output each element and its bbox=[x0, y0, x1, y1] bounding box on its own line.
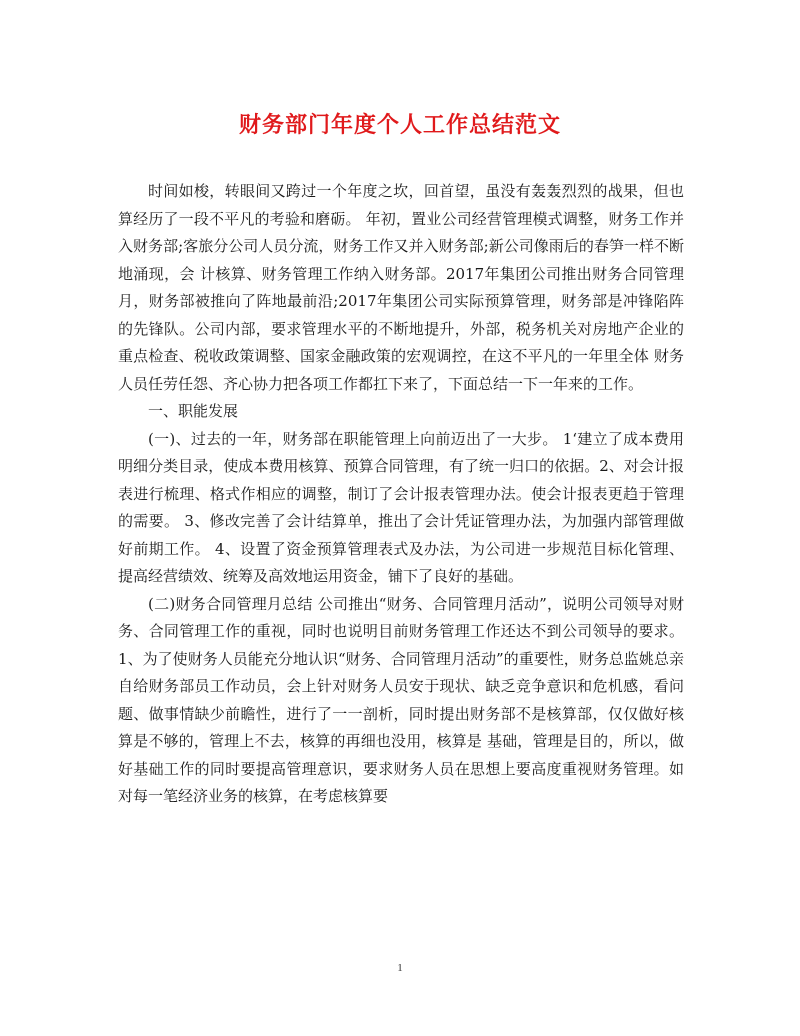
paragraph-section-1: (一)、过去的一年，财务部在职能管理上向前迈出了一大步。 1‘建立了成本费用明细分类目录，使成本费用核算、预算合同管理，有了统一归口的依据。2、对会计报表进行梳理、格式作相应的调整，制订了会计报表管理办法。使会计报表更趋于管理的需要。 3、修改完善了会计结算单，推出了会计凭证管理办法，为加强内部管理做好前期工作。 4、设置了资金预算管理表式及办法，为公司进一步规范目标化管理、提高经营绩效、统筹及高效地运用资金，铺下了良好的基础。 bbox=[118, 429, 684, 585]
page-number: 1 bbox=[397, 962, 403, 974]
paragraph-section-2: (二)财务合同管理月总结 公司推出“财务、合同管理月活动”，说明公司领导对财务、合同管理工作的重视，同时也说明目前财务管理工作还达不到公司领导的要求。 1、为了使财务人员能充分地认识“财务、合同管理月活动”的重要性，财务总监姚总亲自给财务部员工作动员，会上针对财务人员安于现状、缺乏竞争意识和危机感，看问题、做事情缺少前瞻性，进行了一一剖析，同时提出财务部不是核算部，仅仅做好核算是不够的，管理上不去，核算的再细也没用，核算是 基础，管理是目的，所以，做好基础工作的同时要提高管理意识，要求财务人员在思想上要高度重视财务管理。如对每一笔经济业务的核算，在考虑核算要 bbox=[118, 594, 684, 805]
document-title: 财务部门年度个人工作总结范文 bbox=[238, 113, 561, 138]
paragraph-intro: 时间如梭，转眼间又跨过一个年度之坎，回首望，虽没有轰轰烈烈的战果，但也算经历了一段不平凡的考验和磨砺。 年初，置业公司经营管理模式调整，财务工作并入财务部;客旅分公司人员分流，财务工作又并入财务部;新公司像雨后的春笋一样不断地涌现，会 计核算、财务管理工作纳入财务部。2017年集团公司推出财务合同管理月，财务部被推向了阵地最前沿;2017年集团公司实际预算管理，财务部是冲锋陷阵 的先锋队。公司内部，要求管理水平的不断地提升，外部，税务机关对房地产企业的重点检查、税收政策调整、国家金融政策的宏观调控，在这不平凡的一年里全体 财务人员任劳任怨、齐心协力把各项工作都扛下来了，下面总结一下一年来的工作。 bbox=[118, 182, 684, 393]
document-body bbox=[118, 178, 684, 811]
section-heading: 一、职能发展 bbox=[148, 402, 239, 420]
